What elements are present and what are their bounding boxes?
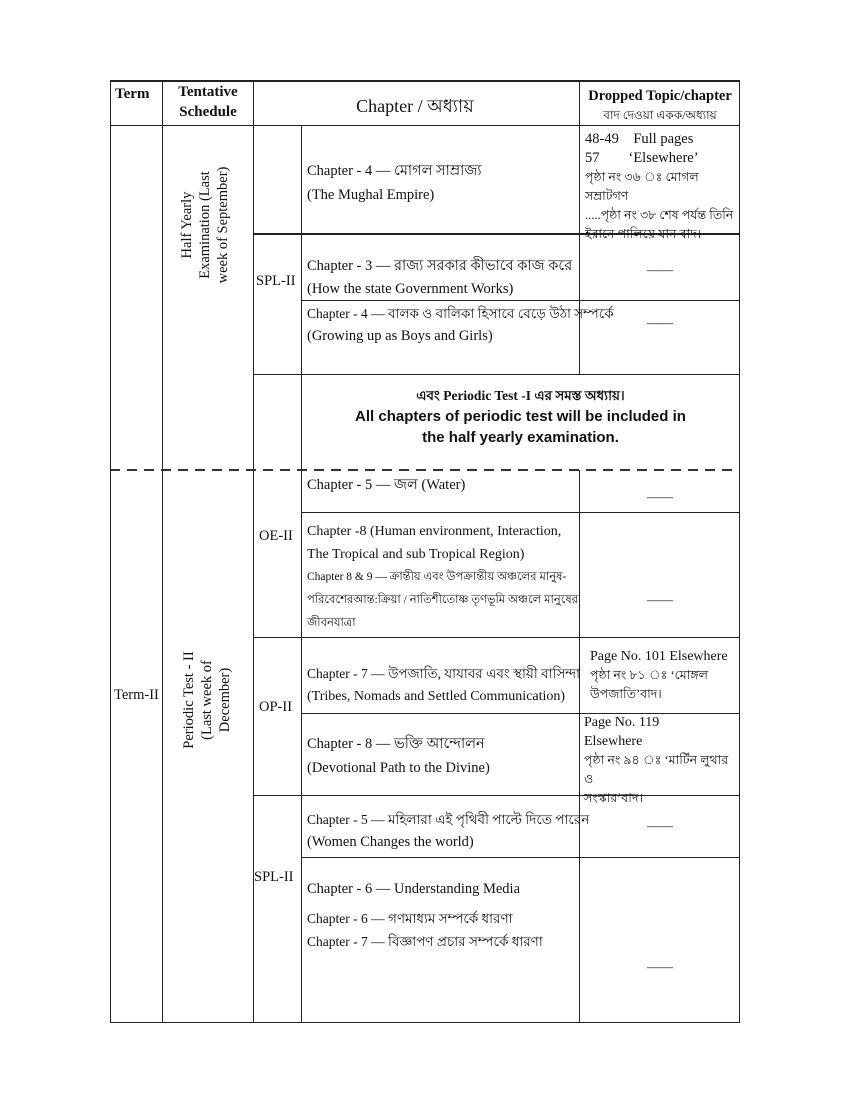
t2-row6-chapter	[307, 878, 579, 953]
row-divider-t2-2	[253, 637, 740, 638]
header-term: Term	[115, 86, 150, 102]
row-divider-t1-3	[253, 374, 740, 375]
t1-note-line1: এবং Periodic Test -I এর সমস্ত অধ্যায়।	[416, 388, 625, 403]
t1-row2-chapter-en: (How the state Government Works)	[307, 281, 514, 297]
t2-row4-dropped-4: সংস্কার’বাদ।	[584, 791, 643, 805]
t2-row4-dropped-3: পৃষ্ঠা নং ৯৪ ঃ ‘মার্টিন লুথার ও	[584, 753, 729, 786]
header-schedule: Tentative Schedule	[178, 84, 238, 120]
t2-row6-line3: Chapter - 7 — বিজ্ঞাপণ প্রচার সম্পর্কে ধারণা	[307, 934, 543, 949]
col-divider-schedule	[253, 80, 254, 470]
term2-schedule-line1: Periodic Test - II	[181, 651, 197, 749]
term2-schedule	[180, 580, 234, 820]
t2-row6-line1: Chapter - 6 — Understanding Media	[307, 881, 521, 897]
t2-spl-label: SPL-II	[254, 869, 294, 885]
t2-row1-dropped: ——	[647, 489, 673, 504]
term2-label: Term-II	[114, 687, 159, 703]
t1-row1-dropped-3: পৃষ্ঠা নং ৩৬ ঃ মোগল সম্রাটগণ	[585, 170, 699, 203]
t1-row2-chapter-bn: Chapter - 3 — রাজ্য সরকার কীভাবে কাজ করে	[307, 258, 573, 274]
t2-row2-line5: জীবনযাত্রা	[307, 617, 356, 629]
t1-note	[302, 386, 739, 448]
t2-row4-chapter-bn: Chapter - 8 — ভক্তি আন্দোলন	[307, 736, 485, 752]
t2-row2-line2: The Tropical and sub Tropical Region)	[307, 547, 525, 562]
t1-row1-dropped-4: .....পৃষ্ঠা নং ৩৮ শেষ পর্যন্ত তিনি	[585, 208, 734, 222]
t1-row2-dropped: ——	[647, 262, 673, 277]
t2-row1-chapter: Chapter - 5 — জল (Water)	[307, 477, 466, 493]
term2-schedule-line3: December)	[217, 667, 233, 733]
t2-row5-chapter-bn: Chapter - 5 — মহিলারা এই পৃথিবী পাল্টে দিতে পারেন	[307, 812, 590, 827]
t1-row1-dropped	[585, 130, 737, 244]
t2-row3-chapter-bn: Chapter - 7 — উপজাতি, যাযাবর এবং স্থায়ী বাসিন্দা	[307, 666, 581, 681]
t2-row3-dropped-3: উপজাতি’বাদ।	[590, 687, 662, 701]
t2-oe-label: OE-II	[259, 528, 293, 544]
t2-row2-dropped: ——	[647, 592, 673, 607]
t2-row5-chapter-en: (Women Changes the world)	[307, 834, 474, 850]
t2-row5-dropped: ——	[647, 818, 673, 833]
col-divider-chapter-2	[579, 470, 580, 1023]
t1-row1-dropped-1: 48-49 Full pages	[585, 131, 694, 147]
t1-row1-chapter-en: (The Mughal Empire)	[307, 187, 435, 203]
t2-row6-dropped: ——	[647, 959, 673, 974]
t1-row1-dropped-5: ইরানে পালিয়ে যান বাদ।	[585, 227, 702, 241]
t2-row2-line4: পরিবেশেরআন্ত:ক্রিয়া / নাতিশীতোষ্ণ তৃণভূমি অঞ্চলে মানুষের	[307, 594, 578, 606]
header-dropped-subtitle: বাদ দেওয়া একক/অধ্যায়	[603, 108, 717, 122]
col-divider-type-3	[301, 470, 302, 1023]
t2-row3-dropped-1: Page No. 101 Elsewhere	[590, 649, 728, 664]
header-dropped-title: Dropped Topic/chapter	[588, 88, 732, 104]
t2-row3-chapter-en: (Tribes, Nomads and Settled Communication)	[307, 689, 566, 704]
t2-row4-dropped-1: Page No. 119	[584, 715, 660, 730]
term-separator-dashed	[110, 469, 740, 471]
term1-schedule-line1: Half Yearly	[179, 191, 195, 259]
t2-row2-line3: Chapter 8 & 9 — ক্রান্তীয় এবং উপক্রান্তীয় অঞ্চলের মানুষ-	[307, 571, 567, 583]
row-divider-t2-5	[301, 857, 740, 858]
t1-row3-chapter-bn: Chapter - 4 — বালক ও বালিকা হিসাবে বেড়ে উঠা সম্পর্কে	[307, 306, 614, 321]
term1-schedule	[178, 105, 232, 345]
header-chapter: Chapter / অধ্যায়	[356, 96, 474, 116]
col-divider-term	[162, 80, 163, 470]
t2-row4-dropped-2: Elsewhere	[584, 734, 643, 749]
t1-spl-label: SPL-II	[256, 273, 296, 289]
t2-row3-dropped	[590, 647, 738, 704]
table-border-left	[110, 80, 111, 1023]
term2-schedule-line2: (Last week of	[199, 660, 215, 740]
t2-op-label: OP-II	[259, 699, 293, 715]
t2-row3-dropped-2: পৃষ্ঠা নং ৮১ ঃ ‘মোঙ্গল	[590, 668, 708, 682]
t2-row6-line2: Chapter - 6 — গণমাধ্যম সম্পর্কে ধারণা	[307, 911, 513, 926]
t2-row2-line1: Chapter -8 (Human environment, Interaction,	[307, 524, 562, 539]
col-divider-type	[301, 125, 302, 375]
t1-row1-dropped-2: 57 ‘Elsewhere’	[585, 150, 699, 166]
col-divider-schedule-2	[253, 470, 254, 1023]
term1-schedule-line3: week of September)	[215, 166, 231, 284]
t1-note-line2: All chapters of periodic test will be included in	[355, 408, 686, 425]
t1-note-line3: the half yearly examination.	[422, 429, 619, 446]
term1-schedule-line2: Examination (Last	[197, 171, 213, 279]
t2-row4-dropped	[584, 713, 738, 808]
table-border-right	[739, 80, 740, 1023]
t2-row4-chapter-en: (Devotional Path to the Divine)	[307, 760, 490, 776]
t1-row3-dropped: ——	[647, 315, 673, 330]
col-divider-term-2	[162, 470, 163, 1023]
t1-row3-chapter-en: (Growing up as Boys and Girls)	[307, 328, 493, 344]
row-divider-t2-1	[301, 512, 740, 513]
t1-row1-chapter-bn: Chapter - 4 — মোগল সাম্রাজ্য	[307, 163, 482, 179]
table-border-bottom	[110, 1022, 740, 1023]
t2-row2-chapter	[307, 520, 579, 635]
